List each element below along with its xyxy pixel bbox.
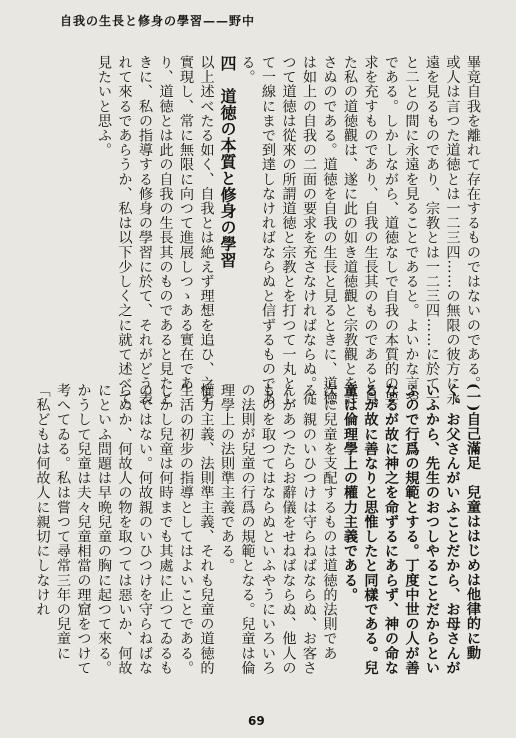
lower-text-block [34,383,483,683]
paragraph: 畢竟自我を離れて存在するものではないのである。 [465,55,481,391]
paragraph: 權力主義、法則準主義、それも兒童の道徳的生活の初步の指導としてはよいことである。しかし兒童は何時までも其處に止つてゐるものではない。何故親のいひつけを守らねばならぬか、何故人の物を取つては惡いか、何故にといふ問題は早晩兒童の胸に起つて來る。かうして兒童は夫々兒童相當の理窟をつけて考へてゐる。私は嘗つて尋常三年の兒童に「私どもは何故人に親切にしなけれ [34,383,215,675]
subsection-paragraph: (一)自己滿足 兒童ははじめは他律的に動く。お父さんがいふことだから、お母さんがいふから、先生のおつしやることだからといふので行爲の規範とする。丁度中世の人が善なるが故に神之を命ずるにあらず、神の命なるが故に善なりと思惟したと同樣である。兒童は倫理學上の權力主義である。 [342,383,481,675]
paragraph: 次に兒童を支配するものは道徳的法則である。親のいひつけは守らねばならぬ、お客さんがあつたらお辭儀をせねばならぬ、他人のものを取つてはならぬといふやうにいろいろの法則が兒童の行爲の規範となる。兒童は倫理學上の法則準主義である。 [219,383,338,675]
section-heading: 四 道徳の本質と修身の學習 [218,55,237,269]
paragraph: 或人は言つた道徳とは一二三四……の無限の彼方に永遠を見るものであり、宗教とは一二三四……に於て一と二との間に永遠を見ることであると。よいかな言やである。しかしながら、道徳なしで自我の本質的の要求を充すものであり、自我の生長其のものであると見た私の道徳觀は、遂に此の如き道徳觀と宗教觀とを許さぬのである。道徳を自我の生長と見るときに、道徳は如上の自我の二面の要求を充さなければならぬ。従つて道徳は從來の所謂道徳と宗教とを打つて一丸として一線にまで到達しなければならぬと信ずるものである。 [239,55,461,406]
upper-text-block [58,55,483,415]
running-header: 自我の生長と修身の學習——野中 [60,14,256,28]
paragraph: 以上述べたる如く、自我とは絶えず理想を追ひ、之を實現し、常に無限に向つて進展しつゝある實在であり、道徳とは此の自我の生長其のものであると見たときに、私の指導する修身の學習に於て、それがどう表れて來るであらうか、私は以下少しく之に就て述べて見たいと思ふ。 [96,55,215,406]
page-number: 69 [248,714,265,728]
